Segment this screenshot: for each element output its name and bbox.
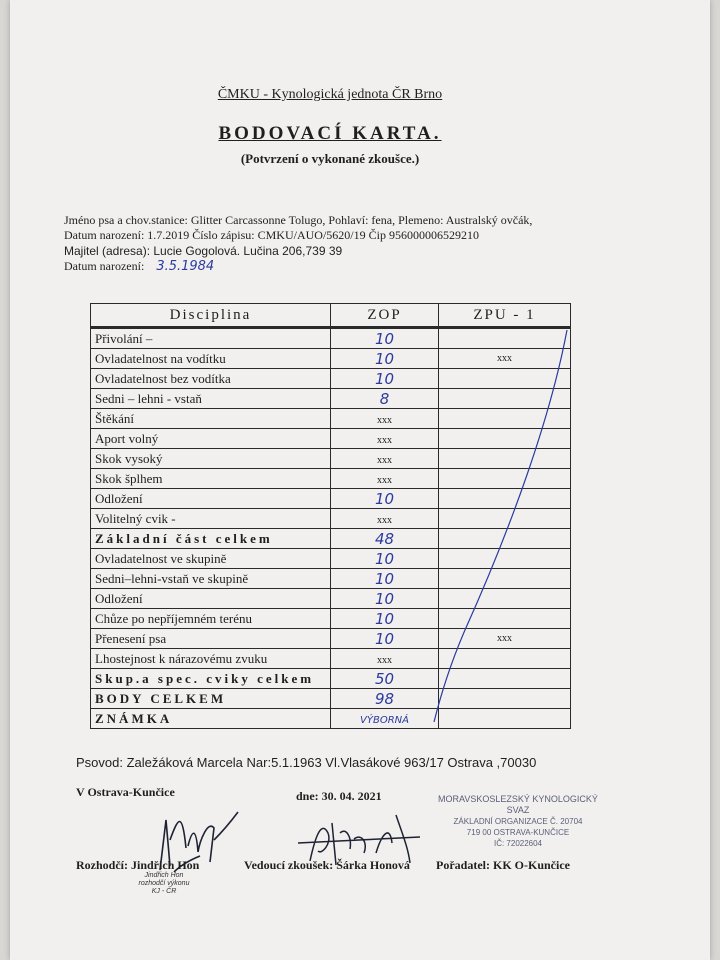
discipline-name: Aport volný [91, 429, 331, 449]
zop-score-cell [331, 609, 439, 629]
zop-score-cell [331, 569, 439, 589]
zop-score-cell [331, 529, 439, 549]
exam-leader-label: Vedoucí zkoušek: Šárka Honová [244, 858, 410, 872]
table-row [91, 709, 571, 729]
zop-score-cell [331, 409, 439, 429]
discipline-name: Odložení [91, 589, 331, 609]
zop-score: 10 [374, 569, 395, 588]
zop-score-cell [331, 669, 439, 689]
header-zop: ZOP [331, 304, 439, 328]
zop-score: 10 [374, 609, 395, 628]
table-row [91, 689, 571, 709]
place-text: V Ostrava-Kunčice [76, 785, 175, 799]
discipline-name: Základní část celkem [91, 529, 331, 549]
discipline-name: Lhostejnost k nárazovému zvuku [91, 649, 331, 669]
zpu-score-cell [439, 709, 571, 729]
zop-score: 10 [374, 349, 395, 368]
zop-score-cell [331, 389, 439, 409]
date-text: dne: 30. 04. 2021 [296, 789, 382, 803]
table-row [91, 589, 571, 609]
owner-birthdate-value: 3.5.1984 [156, 259, 215, 274]
handler-line: Psovod: Zaležáková Marcela Nar:5.1.1963 Vl.Vlasákové 963/17 Ostrava ,70030 [76, 755, 537, 770]
header-disciplina: Disciplina [91, 304, 331, 328]
zpu-score: xxx [497, 633, 512, 644]
zpu-score-cell [439, 369, 571, 389]
judge-stamp-line-2: rozhodčí výkonu [138, 880, 190, 887]
zop-score: xxx [377, 474, 392, 486]
zpu-score-cell [439, 669, 571, 689]
header-zpu: ZPU - 1 [439, 304, 571, 328]
zpu-score-cell [439, 589, 571, 609]
table-row [91, 649, 571, 669]
stamp-line-1: MORAVSKOSLEZSKÝ KYNOLOGICKÝ SVAZ [438, 794, 598, 815]
discipline-name: Chůze po nepříjemném terénu [91, 609, 331, 629]
judge-label: Rozhodčí: Jindřich Hon [76, 858, 200, 872]
zpu-score-cell [439, 649, 571, 669]
stamp-line-4: IČ: 72022604 [493, 839, 543, 848]
discipline-name: Volitelný cvik - [91, 509, 331, 529]
discipline-name: Ovladatelnost bez vodítka [91, 369, 331, 389]
owner-address-line: Majitel (adresa): Lucie Gogolová. Lučina 206,739 39 [64, 244, 343, 258]
zop-score-cell [331, 449, 439, 469]
zop-score: 48 [374, 529, 395, 548]
discipline-name: Skok šplhem [91, 469, 331, 489]
zpu-score-cell [439, 609, 571, 629]
discipline-name: Sedni–lehni-vstaň ve skupině [91, 569, 331, 589]
table-row [91, 529, 571, 549]
stamp-line-2: ZÁKLADNÍ ORGANIZACE Č. 20704 [453, 817, 583, 826]
zop-score-cell [331, 489, 439, 509]
table-row [91, 489, 571, 509]
zop-score: xxx [377, 414, 392, 426]
zpu-score-cell [439, 569, 571, 589]
owner-birthdate-line [64, 259, 214, 274]
table-row [91, 669, 571, 689]
discipline-name: Skok vysoký [91, 449, 331, 469]
table-row [91, 409, 571, 429]
judge-stamp [134, 872, 194, 896]
discipline-name: BODY CELKEM [91, 689, 331, 709]
discipline-name: Ovladatelnost ve skupině [91, 549, 331, 569]
discipline-name: Přivolání – [91, 328, 331, 349]
zop-score: xxx [377, 514, 392, 526]
table-row [91, 469, 571, 489]
zop-score-cell [331, 429, 439, 449]
zpu-score-cell [439, 328, 571, 349]
zop-score: VÝBORNÁ [360, 714, 409, 726]
zpu-score-cell [439, 449, 571, 469]
table-row [91, 349, 571, 369]
zop-score-cell [331, 709, 439, 729]
zop-score-cell [331, 509, 439, 529]
zpu-score-cell [439, 489, 571, 509]
document-title: BODOVACÍ KARTA. [218, 123, 442, 144]
table-row [91, 369, 571, 389]
score-table-header [91, 304, 571, 328]
zop-score: xxx [377, 454, 392, 466]
organization-heading: ČMKU - Kynologická jednota ČR Brno [217, 87, 443, 102]
table-row [91, 429, 571, 449]
zpu-score-cell [439, 509, 571, 529]
zop-score: xxx [377, 654, 392, 666]
zop-score: 10 [374, 629, 395, 648]
zop-score-cell [331, 369, 439, 389]
organizer-label: Pořadatel: KK O-Kunčice [436, 858, 570, 872]
zop-score-cell [331, 328, 439, 349]
table-row [91, 328, 571, 349]
zpu-score-cell [439, 429, 571, 449]
discipline-name: Přenesení psa [91, 629, 331, 649]
zpu-score: xxx [497, 353, 512, 364]
table-row [91, 549, 571, 569]
score-card-sheet [10, 0, 710, 960]
zop-score: 10 [374, 489, 395, 508]
table-row [91, 569, 571, 589]
zpu-score-cell [439, 409, 571, 429]
zop-score-cell [331, 649, 439, 669]
stamp-line-3: 719 00 OSTRAVA-KUNČICE [466, 828, 570, 837]
zop-score-cell [331, 349, 439, 369]
zpu-score-cell [439, 549, 571, 569]
zpu-score-cell [439, 689, 571, 709]
discipline-name: ZNÁMKA [91, 709, 331, 729]
zop-score: 10 [374, 369, 395, 388]
zop-score-cell [331, 549, 439, 569]
zop-score: 10 [374, 329, 395, 348]
table-row [91, 389, 571, 409]
table-row [91, 629, 571, 649]
zpu-score-cell [439, 529, 571, 549]
organization-stamp [428, 794, 608, 849]
zop-score-cell [331, 689, 439, 709]
zop-score-cell [331, 589, 439, 609]
dog-name-line: Jméno psa a chov.stanice: Glitter Carcassonne Tolugo, Pohlaví: fena, Plemeno: Australský ovčák, [64, 213, 533, 227]
zop-score: xxx [377, 434, 392, 446]
judge-stamp-line-1: Jindřich Hon [144, 872, 184, 879]
zpu-score-cell [439, 349, 571, 369]
zop-score: 50 [374, 669, 395, 688]
discipline-name: Skup.a spec. cviky celkem [91, 669, 331, 689]
zop-score-cell [331, 469, 439, 489]
dog-birth-registration-line: Datum narození: 1.7.2019 Číslo zápisu: CMKU/AUO/5620/19 Čip 956000006529210 [64, 228, 479, 242]
zop-score: 98 [374, 689, 395, 708]
zop-score-cell [331, 629, 439, 649]
score-table [90, 303, 571, 729]
table-row [91, 609, 571, 629]
document-subtitle: (Potvrzení o vykonané zkoušce.) [240, 151, 420, 166]
zpu-score-cell [439, 629, 571, 649]
owner-birthdate-label: Datum narození: [64, 259, 145, 273]
discipline-name: Ovladatelnost na vodítku [91, 349, 331, 369]
discipline-name: Štěkání [91, 409, 331, 429]
table-row [91, 509, 571, 529]
discipline-name: Sedni – lehni - vstaň [91, 389, 331, 409]
judge-stamp-line-3: KJ - ČR [151, 888, 177, 895]
discipline-name: Odložení [91, 489, 331, 509]
zpu-score-cell [439, 389, 571, 409]
zop-score: 8 [379, 389, 390, 408]
table-row [91, 449, 571, 469]
zop-score: 10 [374, 549, 395, 568]
zop-score: 10 [374, 589, 395, 608]
zpu-score-cell [439, 469, 571, 489]
